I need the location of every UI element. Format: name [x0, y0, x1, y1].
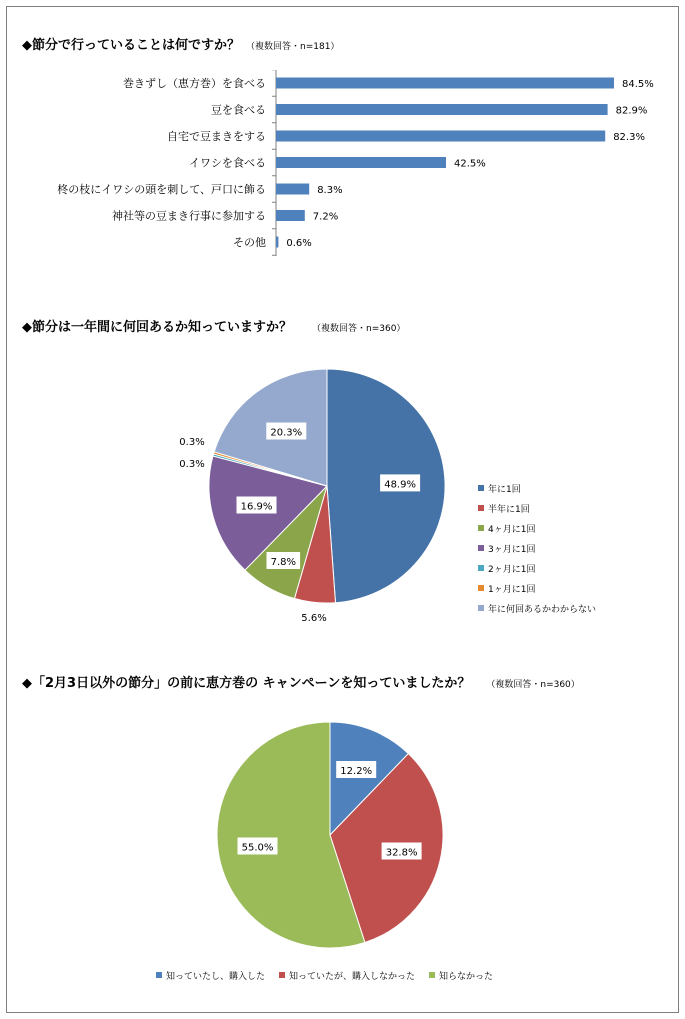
pie1-legend-item — [478, 478, 596, 498]
pie1-value-label: 48.9% — [384, 479, 416, 491]
bar-chart-note: （複数回答・n=181） — [246, 42, 340, 52]
bar-category-label: 巻きずし（恵方巻）を食べる — [123, 77, 266, 90]
pie1-title — [22, 316, 405, 335]
pie1-value-label: 0.3% — [179, 459, 205, 470]
pie1-legend-swatch — [478, 585, 484, 591]
pie1-legend-item — [478, 558, 596, 578]
pie1-value-label: 0.3% — [179, 437, 205, 448]
pie1-legend-label: 年に何回あるかわからない — [488, 604, 597, 615]
pie2-legend-item — [429, 968, 493, 982]
pie1-legend-label: 3ヶ月に1回 — [488, 544, 536, 555]
pie2-legend-label: 知っていたし、購入した — [166, 971, 266, 982]
pie1-value-label: 7.8% — [270, 557, 297, 568]
bar-category-label: その他 — [233, 236, 266, 249]
pie2-legend-swatch — [156, 972, 162, 978]
pie2-title — [22, 672, 580, 691]
pie2-chart — [0, 700, 685, 962]
bar-value-label: 84.5% — [622, 79, 654, 90]
pie2-value-label: 12.2% — [340, 766, 373, 777]
bar-value-label: 8.3% — [317, 185, 343, 196]
pie1-value-label: 5.6% — [301, 613, 327, 624]
pie1-legend-item — [478, 518, 596, 538]
bar-value-label: 82.9% — [615, 105, 648, 117]
pie1-legend-label: 2ヶ月に1回 — [488, 564, 536, 575]
pie1-legend-label: 半年に1回 — [488, 504, 530, 515]
pie1-chart — [0, 340, 470, 640]
pie1-title-text: ◆節分は一年間に何回あるか知っていますか？ — [22, 320, 292, 335]
pie1-legend-item — [478, 578, 596, 598]
bar-chart-title — [22, 34, 339, 53]
pie2-value-label: 55.0% — [241, 842, 274, 854]
bar-value-label: 42.5% — [454, 158, 486, 170]
bar-chart-title-text: ◆節分で行っていることは何ですか？ — [22, 38, 240, 53]
pie1-value-label: 16.9% — [240, 501, 273, 513]
pie1-note: （複数回答・n=360） — [312, 324, 406, 334]
pie2-note: （複数回答・n=360） — [486, 680, 580, 690]
pie2-legend-item — [156, 968, 265, 982]
pie1-legend-item — [478, 538, 596, 558]
bar-category-label: 神社等の豆まき行事に参加する — [112, 209, 266, 223]
pie2-value-label: 32.8% — [385, 847, 418, 859]
pie1-legend-item — [478, 498, 596, 518]
bar — [276, 237, 278, 248]
pie1-legend — [478, 478, 596, 618]
pie1-legend-label: 1ヶ月に1回 — [488, 584, 536, 595]
pie1-legend-item — [478, 598, 596, 618]
pie1-legend-swatch — [478, 505, 484, 511]
pie1-legend-label: 4ヶ月に1回 — [488, 524, 536, 535]
pie1-legend-swatch — [478, 565, 484, 571]
pie1-legend-swatch — [478, 485, 484, 491]
bar-value-label: 0.6% — [286, 238, 312, 249]
bar — [276, 184, 309, 195]
pie2-legend — [156, 968, 507, 982]
bar — [276, 78, 614, 89]
pie1-value-label: 20.3% — [270, 427, 303, 439]
bar — [276, 157, 446, 168]
pie1-legend-swatch — [478, 545, 484, 551]
bar-chart — [0, 70, 685, 260]
pie2-title-text: ◆「2月3日以外の節分」の前に恵方巻の キャンペーンを知っていましたか？ — [22, 676, 471, 691]
bar-category-label: 自宅で豆まきをする — [167, 130, 266, 143]
pie2-legend-label: 知らなかった — [439, 971, 494, 982]
pie2-legend-swatch — [279, 972, 285, 978]
bar-category-label: 柊の枝にイワシの頭を刺して、戸口に飾る — [57, 183, 266, 196]
bar-value-label: 82.3% — [613, 132, 645, 143]
bar — [276, 210, 305, 221]
bar-category-label: イワシを食べる — [189, 156, 266, 170]
pie1-legend-swatch — [478, 525, 484, 531]
bar — [276, 104, 608, 115]
bar — [276, 131, 605, 142]
bar-category-label: 豆を食べる — [211, 103, 266, 117]
pie2-legend-label: 知っていたが、購入しなかった — [289, 971, 416, 982]
pie1-legend-label: 年に1回 — [488, 484, 521, 495]
pie1-legend-swatch — [478, 605, 484, 611]
pie2-legend-item — [279, 968, 415, 982]
pie2-legend-swatch — [429, 972, 435, 978]
bar-value-label: 7.2% — [312, 211, 339, 223]
